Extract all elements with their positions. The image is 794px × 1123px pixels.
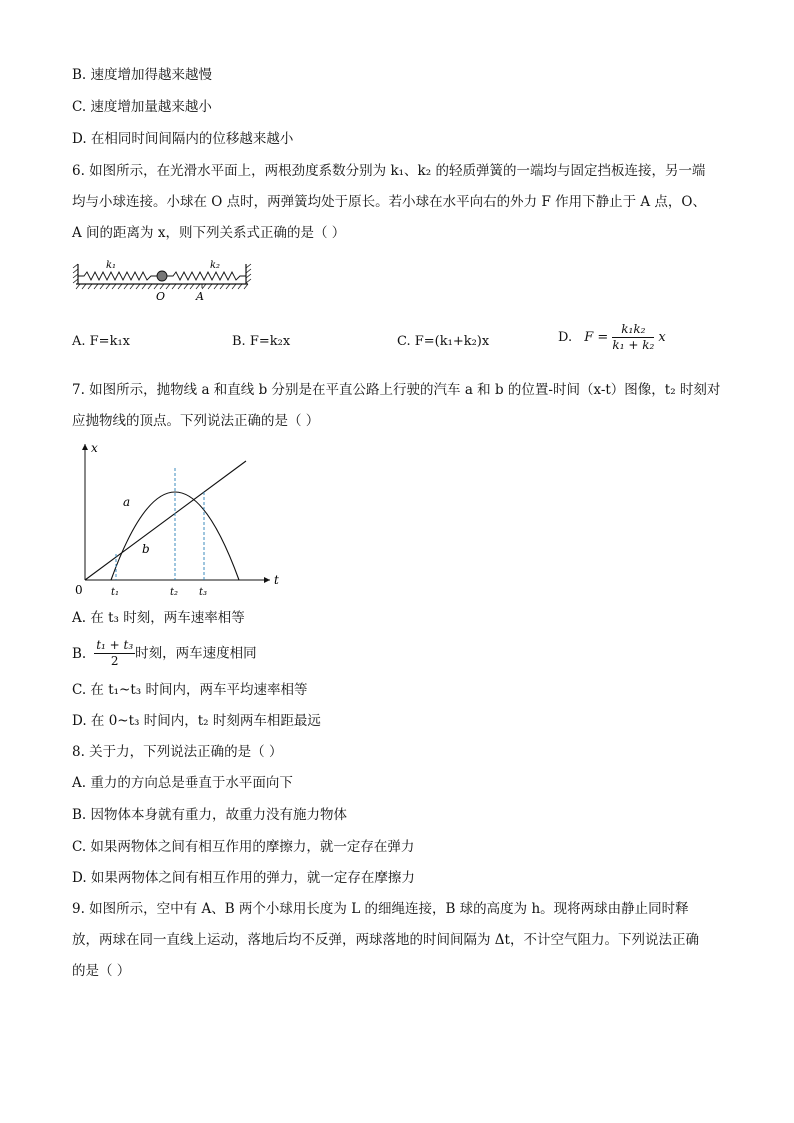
label-b: b	[142, 542, 150, 556]
q7-option-b-denominator: 2	[110, 654, 119, 668]
q9-stem-line3: 的是（ ）	[72, 963, 131, 979]
q8-option-a: A. 重力的方向总是垂直于水平面向下	[72, 775, 293, 791]
q6-option-d-fraction	[612, 322, 654, 353]
label-t-axis: t	[274, 573, 279, 587]
q6-option-d-lhs: F =	[584, 330, 609, 345]
line-b	[85, 461, 246, 580]
q6-option-d-label: D.	[558, 330, 573, 345]
q6-stem-line1: 6. 如图所示，在光滑水平面上，两根劲度系数分别为 k₁、k₂ 的轻质弹簧的一端均与固定挡板连接，另一端	[72, 163, 706, 179]
ball	[157, 271, 167, 281]
label-a: A	[196, 290, 204, 303]
label-t2: t₂	[170, 587, 179, 598]
q7-option-d: D. 在 0~t₃ 时间内，t₂ 时刻两车相距最远	[72, 713, 321, 729]
label-k1: k₁	[106, 260, 117, 271]
q5-option-b: B. 速度增加得越来越慢	[72, 67, 213, 83]
spring-figure	[72, 254, 252, 304]
q7-option-a: A. 在 t₃ 时刻，两车速率相等	[72, 610, 245, 626]
q6-option-c: C. F=(k₁+k₂)x	[397, 334, 490, 349]
spring-k1	[78, 272, 157, 280]
label-t3: t₃	[199, 587, 208, 598]
q6-option-d-tail: x	[658, 330, 666, 345]
q6-option-b: B. F=k₂x	[232, 334, 291, 349]
q6-option-a: A. F=k₁x	[72, 334, 130, 349]
q9-stem-line2: 放，两球在同一直线上运动，落地后均不反弹，两球落地的时间间隔为 Δt，不计空气阻力。下列说法正确	[72, 932, 699, 948]
q8-option-d: D. 如果两物体之间有相互作用的弹力，就一定存在摩擦力	[72, 870, 415, 886]
q7-stem-line2: 应抛物线的顶点。下列说法正确的是（ ）	[72, 413, 320, 429]
q9-stem-line1: 9. 如图所示，空中有 A、B 两个小球用长度为 L 的细绳连接，B 球的高度为 h。现将两球由静止同时释	[72, 901, 689, 917]
q6-stem-line2: 均与小球连接。小球在 O 点时，两弹簧均处于原长。若小球在水平向右的外力 F 作用下静止于 A 点，O、	[72, 194, 706, 210]
q7-option-b-tail: 时刻，两车速度相同	[135, 645, 257, 662]
q7-option-b	[72, 638, 257, 669]
q8-option-b: B. 因物体本身就有重力，故重力没有施力物体	[72, 807, 348, 823]
label-x-axis: x	[91, 441, 98, 455]
q6-stem-line3: A 间的距离为 x，则下列关系式正确的是（ ）	[72, 225, 346, 241]
q6-option-d-denominator: k₁ + k₂	[612, 338, 655, 352]
q7-option-b-numerator: t₁ + t₃	[96, 638, 134, 652]
label-k2: k₂	[210, 260, 221, 271]
q6-option-d	[558, 322, 666, 353]
xt-graph	[72, 438, 287, 600]
q5-option-d: D. 在相同时间间隔内的位移越来越小	[72, 131, 294, 147]
q7-option-b-fraction	[94, 638, 135, 669]
label-t1: t₁	[111, 587, 120, 598]
label-origin: 0	[75, 583, 83, 597]
q7-option-b-label: B.	[72, 645, 87, 662]
q7-stem-line1: 7. 如图所示，抛物线 a 和直线 b 分别是在平直公路上行驶的汽车 a 和 b 的位置-时间（x-t）图像，t₂ 时刻对	[72, 382, 721, 398]
label-a: a	[123, 495, 131, 509]
spring-k2	[167, 272, 246, 280]
q8-stem: 8. 关于力，下列说法正确的是（ ）	[72, 744, 283, 760]
q8-option-c: C. 如果两物体之间有相互作用的摩擦力，就一定存在弹力	[72, 839, 415, 855]
label-o: O	[156, 290, 166, 303]
q7-option-c: C. 在 t₁~t₃ 时间内，两车平均速率相等	[72, 682, 308, 698]
q6-option-d-numerator: k₁k₂	[612, 322, 654, 338]
q5-option-c: C. 速度增加量越来越小	[72, 99, 212, 115]
